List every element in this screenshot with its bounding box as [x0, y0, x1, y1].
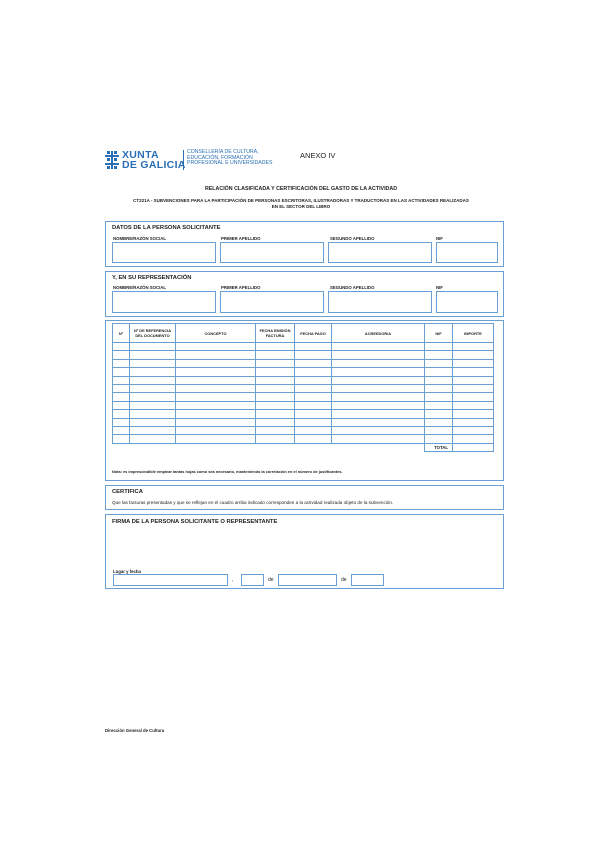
table-cell[interactable] — [425, 351, 453, 359]
table-cell[interactable] — [256, 376, 295, 384]
table-cell[interactable] — [113, 418, 130, 426]
table-cell[interactable] — [425, 376, 453, 384]
col-header-amount: IMPORTE — [453, 324, 494, 343]
comma-separator: , — [232, 577, 234, 583]
table-cell[interactable] — [256, 384, 295, 392]
month-field[interactable] — [278, 574, 337, 586]
table-cell[interactable] — [176, 393, 256, 401]
place-date-label: Lugar y fecha — [113, 569, 141, 574]
table-cell[interactable] — [130, 426, 176, 434]
dept-line-2: EDUCACIÓN, FORMACIÓN — [187, 154, 253, 161]
table-row — [113, 393, 494, 401]
table-cell[interactable] — [453, 401, 494, 409]
table-cell[interactable] — [113, 368, 130, 376]
table-cell[interactable] — [295, 384, 332, 392]
applicant-title: DATOS DE LA PERSONA SOLICITANTE — [112, 225, 221, 231]
table-row — [113, 351, 494, 359]
table-cell[interactable] — [113, 343, 130, 351]
table-cell[interactable] — [295, 435, 332, 443]
representative-name-field[interactable] — [112, 291, 216, 313]
table-cell[interactable] — [453, 435, 494, 443]
table-cell[interactable] — [113, 351, 130, 359]
table-cell[interactable] — [332, 376, 425, 384]
certify-title: CERTIFICA — [112, 489, 143, 495]
applicant-name-label: NOMBRE/RAZÓN SOCIAL — [113, 236, 166, 241]
table-cell[interactable] — [130, 376, 176, 384]
applicant-surname1-label: PRIMER APELLIDO — [221, 236, 261, 241]
table-row — [113, 435, 494, 443]
table-cell[interactable] — [176, 343, 256, 351]
table-cell[interactable] — [453, 376, 494, 384]
table-cell[interactable] — [130, 410, 176, 418]
de-separator-2: de — [341, 577, 347, 583]
table-row — [113, 426, 494, 434]
table-cell[interactable] — [130, 343, 176, 351]
representative-surname2-label: SEGUNDO APELLIDO — [330, 285, 375, 290]
table-cell[interactable] — [113, 426, 130, 434]
table-cell[interactable] — [113, 384, 130, 392]
annex-label: ANEXO IV — [300, 151, 336, 160]
expenses-header-row — [113, 324, 494, 343]
table-cell[interactable] — [256, 435, 295, 443]
table-cell[interactable] — [176, 376, 256, 384]
table-cell[interactable] — [130, 393, 176, 401]
representative-nif-label: NIF — [436, 285, 443, 290]
expenses-total-row — [113, 443, 494, 451]
table-cell[interactable] — [176, 410, 256, 418]
table-cell[interactable] — [295, 368, 332, 376]
table-cell[interactable] — [113, 393, 130, 401]
galicia-emblem-icon — [105, 151, 119, 169]
representative-surname2-field[interactable] — [328, 291, 432, 313]
col-header-issue-date: FECHA EMISIÓN FACTURA — [256, 324, 295, 343]
logo-line-2: DE GALICIA — [122, 159, 186, 171]
table-cell[interactable] — [113, 410, 130, 418]
representative-title: Y, EN SU REPRESENTACIÓN — [112, 275, 192, 281]
table-cell[interactable] — [295, 343, 332, 351]
table-cell[interactable] — [295, 393, 332, 401]
table-cell[interactable] — [176, 418, 256, 426]
table-cell[interactable] — [130, 351, 176, 359]
table-cell[interactable] — [453, 426, 494, 434]
expenses-note: Nota: es imprescindible emplear tantas hojas como sea necesario, manteniendo la correlación en el número de justificantes. — [112, 469, 343, 474]
applicant-section — [105, 221, 504, 267]
table-cell[interactable] — [425, 368, 453, 376]
table-cell[interactable] — [113, 376, 130, 384]
table-cell[interactable] — [130, 359, 176, 367]
expenses-body — [113, 343, 494, 444]
table-cell[interactable] — [295, 376, 332, 384]
table-cell[interactable] — [130, 368, 176, 376]
table-cell[interactable] — [256, 351, 295, 359]
certify-text: Que las facturas presentadas y que se reflejan en el cuadro arriba indicado corresponden a la actividad realizada objeto de la subvención. — [112, 500, 394, 505]
applicant-surname2-field[interactable] — [328, 242, 432, 263]
xunta-logo — [105, 150, 290, 172]
table-cell[interactable] — [332, 435, 425, 443]
table-cell[interactable] — [332, 351, 425, 359]
table-cell[interactable] — [130, 384, 176, 392]
total-label: TOTAL — [425, 443, 453, 451]
table-cell[interactable] — [332, 359, 425, 367]
applicant-surname2-label: SEGUNDO APELLIDO — [330, 236, 375, 241]
document-title: RELACIÓN CLASIFICADA Y CERTIFICACIÓN DEL GASTO DE LA ACTIVIDAD — [204, 186, 398, 192]
expenses-table — [112, 323, 494, 452]
table-cell[interactable] — [453, 384, 494, 392]
table-cell[interactable] — [453, 359, 494, 367]
table-cell[interactable] — [176, 359, 256, 367]
signature-section — [105, 514, 504, 589]
table-cell[interactable] — [425, 435, 453, 443]
table-cell[interactable] — [130, 435, 176, 443]
col-header-number: Nº — [113, 324, 130, 343]
table-cell[interactable] — [332, 384, 425, 392]
table-cell[interactable] — [425, 426, 453, 434]
table-cell[interactable] — [256, 418, 295, 426]
document-subtitle — [115, 198, 487, 210]
table-cell[interactable] — [332, 410, 425, 418]
table-cell[interactable] — [256, 368, 295, 376]
table-cell[interactable] — [453, 393, 494, 401]
col-header-creditor: ACREEDOR/A — [332, 324, 425, 343]
subtitle-line-1: CT221A - SUBVENCIONES PARA LA PARTICIPACIÓN DE PERSONAS ESCRITORAS, ILUSTRADORAS Y TRADUCTORAS EN LAS ACTIVIDADES REALIZADAS — [133, 198, 469, 203]
table-cell[interactable] — [176, 351, 256, 359]
total-spacer — [113, 443, 425, 451]
table-cell[interactable] — [256, 343, 295, 351]
table-row — [113, 343, 494, 351]
table-cell[interactable] — [130, 418, 176, 426]
applicant-nif-field[interactable] — [436, 242, 498, 263]
signature-title: FIRMA DE LA PERSONA SOLICITANTE O REPRESENTANTE — [112, 519, 278, 525]
logo-text — [122, 150, 186, 170]
col-header-reference: Nº DE REFERENCIA DEL DOCUMENTO — [130, 324, 176, 343]
table-cell[interactable] — [176, 384, 256, 392]
year-field[interactable] — [351, 574, 384, 586]
table-cell[interactable] — [113, 435, 130, 443]
applicant-name-field[interactable] — [112, 242, 216, 263]
subtitle-line-2: EN EL SECTOR DEL LIBRO — [271, 204, 331, 209]
table-cell[interactable] — [425, 384, 453, 392]
table-cell[interactable] — [256, 393, 295, 401]
table-cell[interactable] — [332, 343, 425, 351]
table-cell[interactable] — [256, 410, 295, 418]
table-cell[interactable] — [453, 343, 494, 351]
representative-nif-field[interactable] — [436, 291, 498, 313]
table-cell[interactable] — [425, 401, 453, 409]
representative-surname1-label: PRIMER APELLIDO — [221, 285, 261, 290]
representative-section — [105, 271, 504, 317]
table-cell[interactable] — [425, 410, 453, 418]
table-cell[interactable] — [453, 410, 494, 418]
table-row — [113, 401, 494, 409]
dept-line-3: PROFESIONAL E UNIVERSIDADES — [187, 160, 273, 167]
logo-line-1: XUNTA — [122, 149, 159, 161]
table-cell[interactable] — [332, 401, 425, 409]
table-cell[interactable] — [453, 418, 494, 426]
col-header-nif: NIF — [425, 324, 453, 343]
table-cell[interactable] — [425, 418, 453, 426]
applicant-nif-label: NIF — [436, 236, 443, 241]
table-cell[interactable] — [425, 393, 453, 401]
table-row — [113, 368, 494, 376]
col-header-payment-date: FECHA PAGO — [295, 324, 332, 343]
department-name — [183, 150, 272, 170]
table-cell[interactable] — [295, 410, 332, 418]
representative-surname1-field[interactable] — [220, 291, 324, 313]
table-cell[interactable] — [453, 368, 494, 376]
table-cell[interactable] — [425, 359, 453, 367]
table-cell[interactable] — [176, 435, 256, 443]
table-cell[interactable] — [295, 426, 332, 434]
table-row — [113, 359, 494, 367]
dept-line-1: CONSELLERÍA DE CULTURA, — [187, 149, 259, 155]
table-row — [113, 384, 494, 392]
table-cell[interactable] — [295, 359, 332, 367]
table-cell[interactable] — [256, 359, 295, 367]
table-cell[interactable] — [256, 426, 295, 434]
day-field[interactable] — [241, 574, 264, 586]
table-row — [113, 418, 494, 426]
table-cell[interactable] — [332, 418, 425, 426]
table-cell[interactable] — [295, 351, 332, 359]
representative-name-label: NOMBRE/RAZÓN SOCIAL — [113, 285, 166, 290]
table-cell[interactable] — [113, 401, 130, 409]
table-cell[interactable] — [425, 343, 453, 351]
total-amount-cell[interactable] — [453, 443, 494, 451]
de-separator-1: de — [268, 577, 274, 583]
table-cell[interactable] — [256, 401, 295, 409]
footer-text: Dirección General de Cultura — [105, 728, 165, 733]
place-field[interactable] — [113, 574, 228, 586]
col-header-concept: CONCEPTO — [176, 324, 256, 343]
table-cell[interactable] — [332, 426, 425, 434]
table-cell[interactable] — [295, 418, 332, 426]
table-cell[interactable] — [176, 401, 256, 409]
table-cell[interactable] — [295, 401, 332, 409]
applicant-surname1-field[interactable] — [220, 242, 324, 263]
table-row — [113, 376, 494, 384]
table-row — [113, 410, 494, 418]
table-cell[interactable] — [176, 368, 256, 376]
table-cell[interactable] — [332, 368, 425, 376]
table-cell[interactable] — [176, 426, 256, 434]
table-cell[interactable] — [453, 351, 494, 359]
table-cell[interactable] — [113, 359, 130, 367]
certify-section — [105, 485, 504, 510]
table-cell[interactable] — [332, 393, 425, 401]
table-cell[interactable] — [130, 401, 176, 409]
